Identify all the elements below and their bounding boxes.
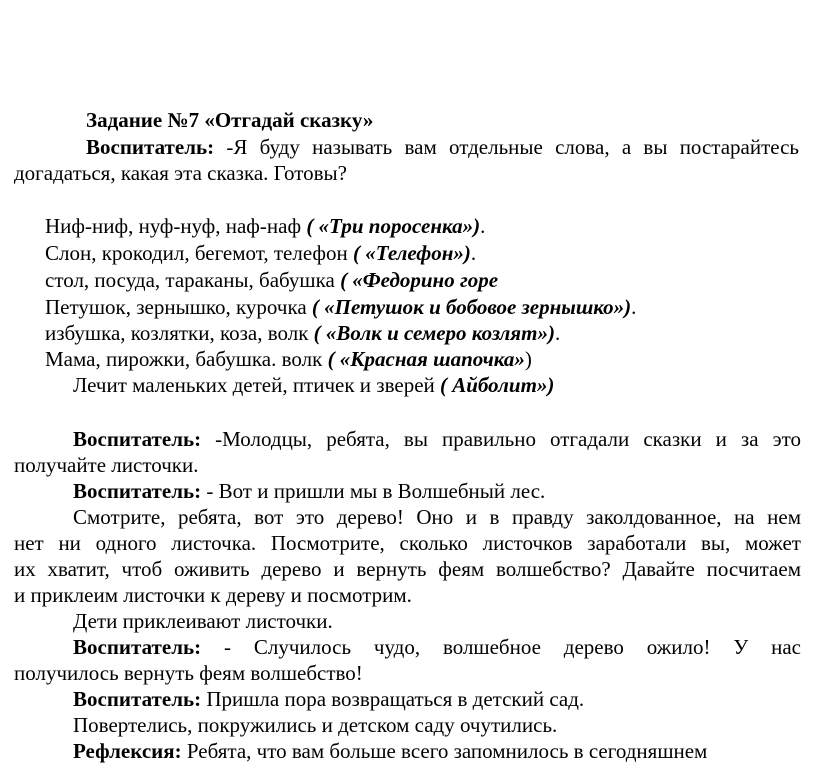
riddle-line: избушка, козлятки, коза, волк ( «Волк и семеро козлят»). [45,321,561,345]
speaker-label: Воспитатель: [73,427,202,451]
speaker-label: Воспитатель: [73,635,202,659]
riddle-answer: ( «Волк и семеро козлят») [313,321,555,345]
paragraph-tree-line-2: нет ни одного листочка. Посмотрите, сколько листочков заработали вы, может [14,531,801,555]
riddle-answer: ( «Петушок и бобовое зернышко») [311,295,632,319]
paragraph-tree-line-4: и приклеим листочки к дереву и посмотрим. [14,583,412,607]
task-intro-line-1: Воспитатель: -Я буду называть вам отдельные слова, а вы постарайтесь [86,135,800,159]
riddle-answer: ( «Телефон») [353,241,471,265]
riddle-line: Ниф-ниф, нуф-нуф, наф-наф ( «Три поросенка»). [45,214,486,238]
riddle-answer: ( «Федорино горе [340,268,499,292]
paragraph-return: Воспитатель: Пришла пора возвращаться в детский сад. [73,687,585,711]
riddle-line: Лечит маленьких детей, птичек и зверей ( Айболит») [73,373,555,397]
task-intro-line-2: догадаться, какая эта сказка. Готовы? [14,161,347,185]
speaker-label: Воспитатель: [73,479,202,503]
paragraph-miracle-line-2: получилось вернуть феям волшебство! [14,661,363,685]
riddle-answer: ( «Красная шапочка» [327,347,525,371]
paragraph-tree-line-3: их хватит, чтоб оживить дерево и вернуть феям волшебство? Давайте посчитаем [14,557,801,581]
paragraph-forest: Воспитатель: - Вот и пришли мы в Волшебный лес. [73,479,546,503]
paragraph-reflection: Рефлексия: Ребята, что вам больше всего запомнилось в сегодняшнем [73,739,708,763]
paragraph-praise-line-2: получайте листочки. [14,453,199,477]
paragraph-miracle-line-1: Воспитатель: - Случилось чудо, волшебное дерево ожило! У нас [73,635,801,659]
paragraph-spin: Повертелись, покружились и детском саду очутились. [73,713,558,737]
riddle-line: Слон, крокодил, бегемот, телефон ( «Телефон»). [45,241,477,265]
task-title: Задание №7 «Отгадай сказку» [86,108,374,132]
riddle-line: Мама, пирожки, бабушка. волк ( «Красная шапочка») [45,347,532,371]
speaker-label: Воспитатель: [86,135,215,159]
paragraph-children-action: Дети приклеивают листочки. [73,609,333,633]
reflection-label: Рефлексия: [73,739,182,763]
speaker-label: Воспитатель: [73,687,202,711]
riddle-answer: ( «Три поросенка») [306,214,481,238]
paragraph-praise-line-1: Воспитатель: -Молодцы, ребята, вы правильно отгадали сказки и за это [73,427,802,451]
riddle-line: стол, посуда, тараканы, бабушка ( «Федорино горе [45,268,499,292]
riddle-answer: ( Айболит») [440,373,555,397]
riddle-line: Петушок, зернышко, курочка ( «Петушок и бобовое зернышко»). [45,295,637,319]
paragraph-tree-line-1: Смотрите, ребята, вот это дерево! Оно и в правду заколдованное, на нем [73,505,801,529]
